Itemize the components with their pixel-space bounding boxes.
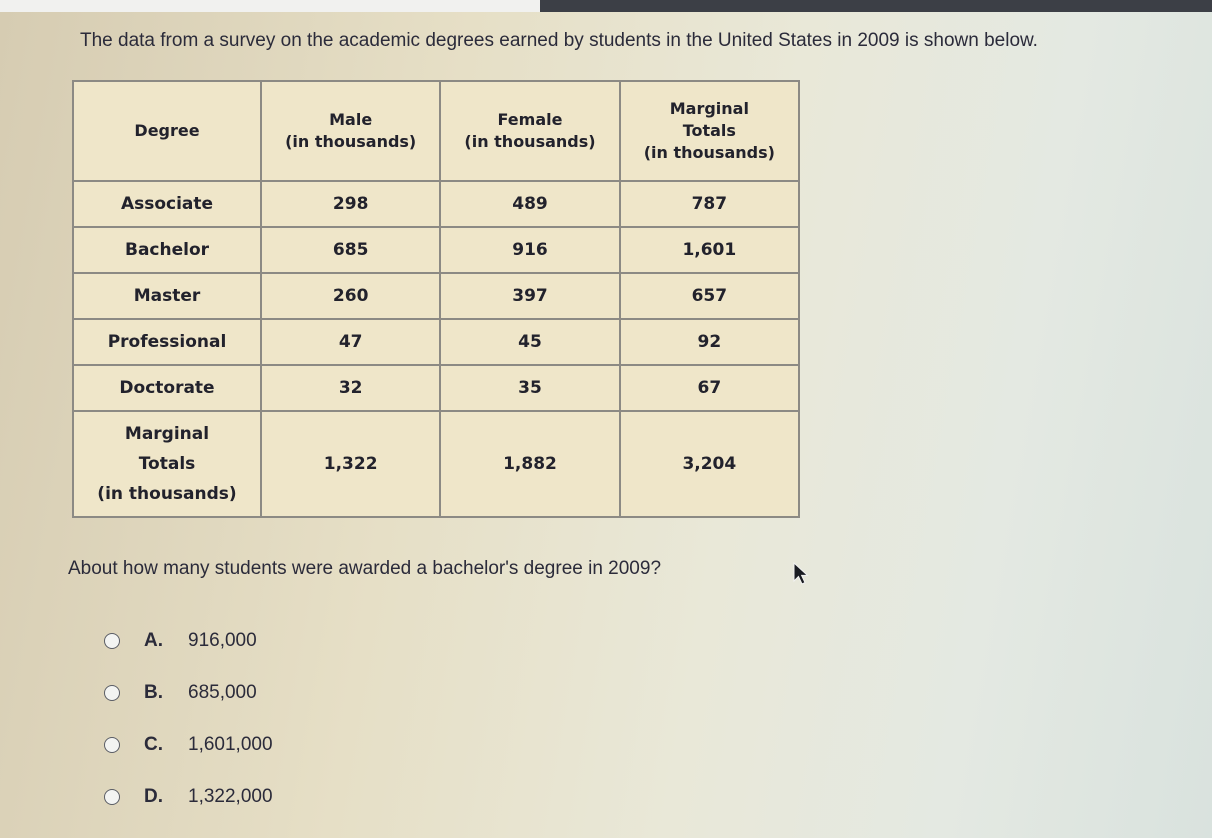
header-male: Male (in thousands) — [261, 81, 440, 181]
cell-grand-total: 3,204 — [620, 411, 799, 517]
cell-male: 298 — [261, 181, 440, 227]
choice-a[interactable] — [104, 628, 257, 654]
cell-female: 916 — [440, 227, 619, 273]
choice-text: 1,601,000 — [188, 734, 273, 755]
cell-total: 92 — [620, 319, 799, 365]
choice-text: 1,322,000 — [188, 786, 273, 807]
cell-total: 1,601 — [620, 227, 799, 273]
header-degree: Degree — [73, 81, 261, 181]
choice-letter: A. — [144, 630, 163, 651]
cell-totals-label: Marginal Totals (in thousands) — [73, 411, 261, 517]
mouse-cursor-icon — [793, 562, 809, 586]
table-row — [73, 227, 799, 273]
choice-letter: C. — [144, 734, 163, 755]
cell-male: 685 — [261, 227, 440, 273]
cell-female-total: 1,882 — [440, 411, 619, 517]
header-female: Female (in thousands) — [440, 81, 619, 181]
choice-text: 916,000 — [188, 630, 257, 651]
cell-degree: Doctorate — [73, 365, 261, 411]
cell-male-total: 1,322 — [261, 411, 440, 517]
choice-d[interactable] — [104, 784, 273, 810]
cell-total: 787 — [620, 181, 799, 227]
intro-text: The data from a survey on the academic degrees earned by students in the United States in 2009 is shown below. — [80, 30, 1038, 51]
question-text: About how many students were awarded a bachelor's degree in 2009? — [68, 558, 662, 579]
cell-degree: Associate — [73, 181, 261, 227]
choice-c[interactable] — [104, 732, 273, 758]
radio-button[interactable] — [104, 633, 120, 649]
choice-b[interactable] — [104, 680, 257, 706]
radio-button[interactable] — [104, 685, 120, 701]
window-top-bar-highlight — [0, 0, 540, 12]
cell-total: 657 — [620, 273, 799, 319]
choice-letter: B. — [144, 682, 163, 703]
choice-text: 685,000 — [188, 682, 257, 703]
cell-degree: Professional — [73, 319, 261, 365]
table-row — [73, 319, 799, 365]
cell-female: 35 — [440, 365, 619, 411]
cell-female: 397 — [440, 273, 619, 319]
choice-letter: D. — [144, 786, 163, 807]
table-row — [73, 365, 799, 411]
cell-male: 32 — [261, 365, 440, 411]
table-row — [73, 273, 799, 319]
header-marginal-totals: Marginal Totals (in thousands) — [620, 81, 799, 181]
table-totals-row — [73, 411, 799, 517]
cell-degree: Master — [73, 273, 261, 319]
radio-button[interactable] — [104, 737, 120, 753]
cell-male: 260 — [261, 273, 440, 319]
degrees-table — [72, 80, 800, 518]
cell-male: 47 — [261, 319, 440, 365]
cell-total: 67 — [620, 365, 799, 411]
cell-female: 489 — [440, 181, 619, 227]
table-header-row — [73, 81, 799, 181]
radio-button[interactable] — [104, 789, 120, 805]
cell-female: 45 — [440, 319, 619, 365]
cell-degree: Bachelor — [73, 227, 261, 273]
table-row — [73, 181, 799, 227]
